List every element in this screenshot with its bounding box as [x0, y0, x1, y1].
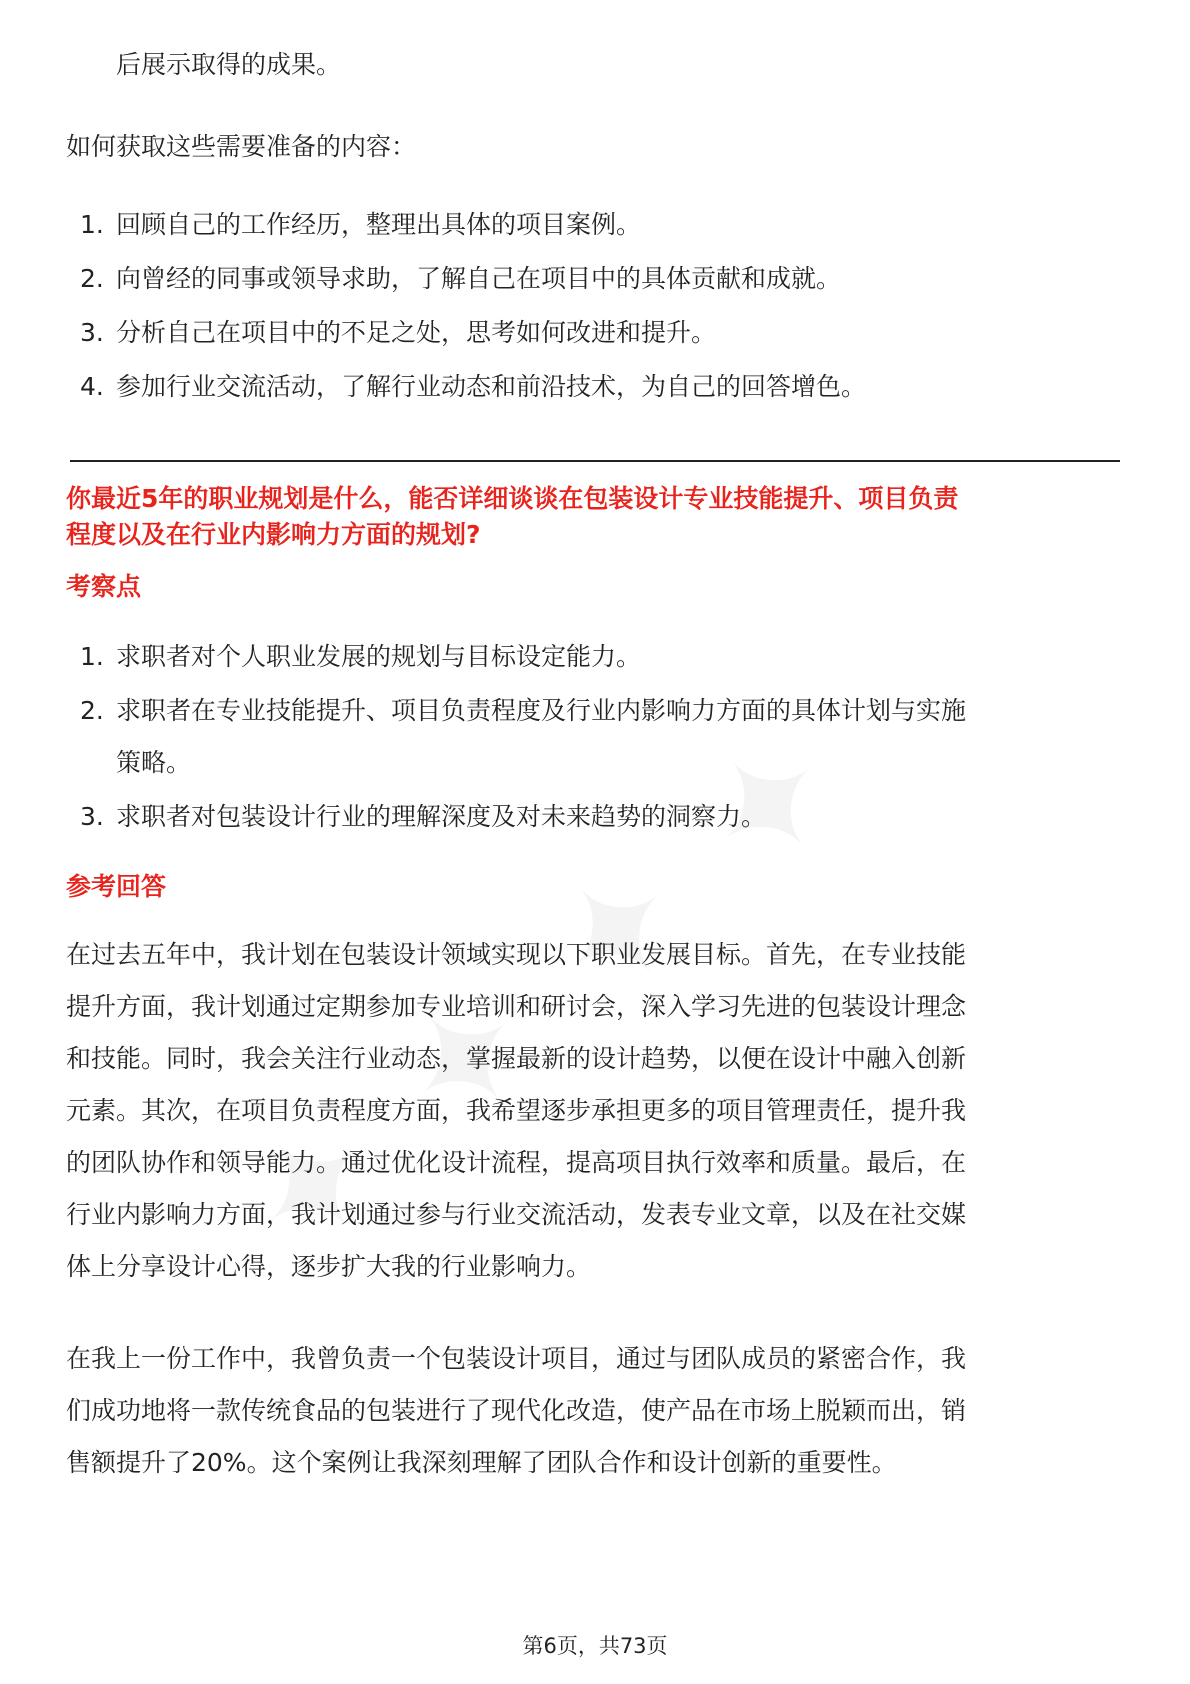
- paragraph-line: 行业内影响力方面，我计划通过参与行业交流活动，发表专业文章，以及在社交媒: [66, 1200, 967, 1229]
- list-item: 向曾经的同事或领导求助，了解自己在项目中的具体贡献和成就。: [116, 264, 842, 293]
- paragraph-line: 体上分享设计心得，逐步扩大我的行业影响力。: [66, 1252, 592, 1281]
- list-item: 参加行业交流活动，了解行业动态和前沿技术，为自己的回答增色。: [116, 372, 867, 401]
- paragraph-line: 提升方面，我计划通过定期参加专业培训和研讨会，深入学习先进的包装设计理念: [66, 992, 967, 1021]
- continued-text: 后展示取得的成果。: [116, 50, 342, 79]
- list-item-number: 3.: [80, 802, 104, 831]
- paragraph-line: 和技能。同时，我会关注行业动态，掌握最新的设计趋势，以便在设计中融入创新: [66, 1044, 967, 1073]
- list-item-number: 2.: [80, 264, 104, 293]
- paragraph-line: 元素。其次，在项目负责程度方面，我希望逐步承担更多的项目管理责任，提升我: [66, 1096, 967, 1125]
- question-title-line-1: 你最近5年的职业规划是什么，能否详细谈谈在包装设计专业技能提升、项目负责: [66, 484, 959, 513]
- page-number: 第6页，共73页: [522, 1634, 668, 1658]
- focus-title: 考察点: [66, 572, 142, 601]
- list-item: 求职者在专业技能提升、项目负责程度及行业内影响力方面的具体计划与实施: [116, 696, 967, 725]
- list-item: 回顾自己的工作经历，整理出具体的项目案例。: [116, 210, 642, 239]
- list-item-number: 1.: [80, 210, 104, 239]
- list-item: 求职者对个人职业发展的规划与目标设定能力。: [116, 642, 642, 671]
- paragraph-line: 售额提升了20%。这个案例让我深刻理解了团队合作和设计创新的重要性。: [66, 1448, 897, 1477]
- list-item-continuation: 策略。: [116, 748, 192, 777]
- list-item-number: 3.: [80, 318, 104, 347]
- answer-title: 参考回答: [66, 872, 167, 901]
- list-item: 求职者对包装设计行业的理解深度及对未来趋势的洞察力。: [116, 802, 767, 831]
- paragraph-line: 的团队协作和领导能力。通过优化设计流程，提高项目执行效率和质量。最后，在: [66, 1148, 967, 1177]
- how-to-title: 如何获取这些需要准备的内容：: [66, 132, 417, 161]
- list-item-number: 2.: [80, 696, 104, 725]
- list-item-number: 1.: [80, 642, 104, 671]
- paragraph-line: 在我上一份工作中，我曾负责一个包装设计项目，通过与团队成员的紧密合作，我: [66, 1344, 967, 1373]
- question-title-line-2: 程度以及在行业内影响力方面的规划?: [66, 520, 481, 549]
- section-divider: [70, 460, 1120, 462]
- paragraph-line: 们成功地将一款传统食品的包装进行了现代化改造，使产品在市场上脱颖而出，销: [66, 1396, 967, 1425]
- list-item-number: 4.: [80, 372, 104, 401]
- list-item: 分析自己在项目中的不足之处，思考如何改进和提升。: [116, 318, 717, 347]
- paragraph-line: 在过去五年中，我计划在包装设计领域实现以下职业发展目标。首先，在专业技能: [66, 940, 967, 969]
